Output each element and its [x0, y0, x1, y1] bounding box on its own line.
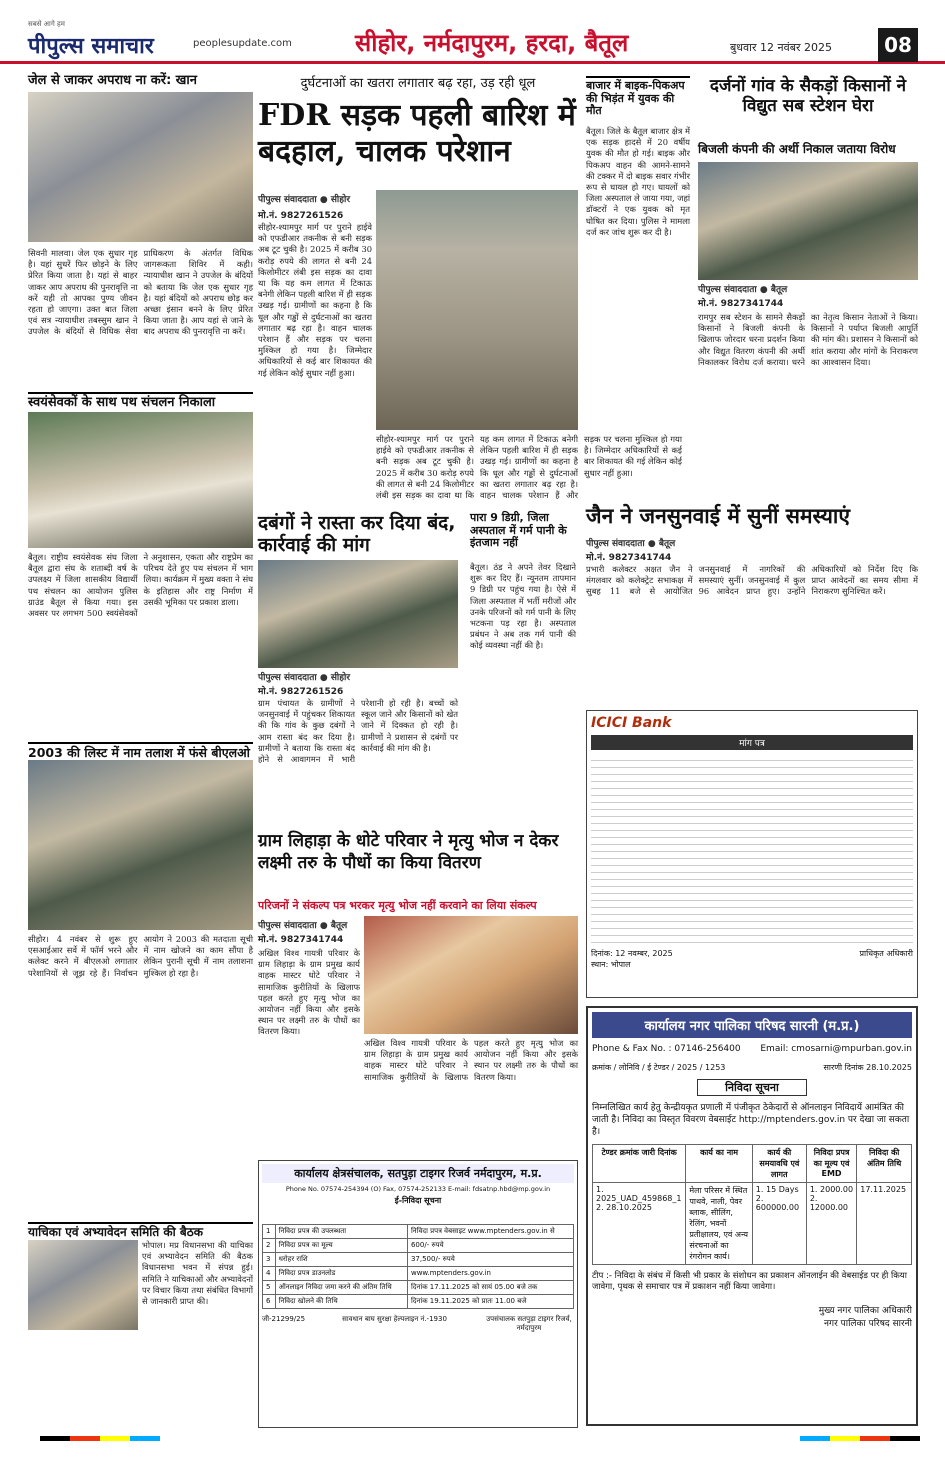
story1-body: सिवनी मालवा। जेल एक सुधार गृह है। यहां सुधरें फिर छोड़ने के लिए प्रेरित किया जाता है। यहां से बाहर जाकर आप अपराध की पुनरावृत्ति ना करें यही तो आपका पुण्य जीवन रहता हो जाएगा। उक्त बात जिला एवं सत्र न्यायाधीश तबस्सुम खान ने उपजेल के बंदियों से विधिक सेवा प्राधिकरण के अंतर्गत विधिक जागरूकता शिविर में कही। न्यायाधीश खान ने उपजेल के बंदियों को बताया कि जेल एक सुधार गृह है। यहां बंदियों को अपराध छोड़ कर अच्छा इंसान बनने के लिए प्रेरित किया जाता है। आप यहां से जाने के बाद अपराध की पुनरावृत्ति ना करें।	[28, 248, 253, 337]
tender1-cell: 37,500/- रुपये	[407, 1253, 573, 1267]
tender2-cell: 1. 2025_UAD_459868_1 2. 28.10.2025	[593, 1183, 686, 1265]
tender2-cell: 1. 2000.00 2. 12000.00	[806, 1183, 856, 1265]
brand-logo: सबसे आगे हम पीपुल्स समाचार	[28, 20, 154, 59]
tender1-row	[263, 1225, 574, 1239]
tender1-code: जी-21299/25	[262, 1315, 306, 1323]
story5-photo	[28, 412, 253, 548]
tender1-cell: धरोहर राशि	[275, 1253, 407, 1267]
story2-photo	[376, 190, 578, 430]
icici-logo: ICICI Bank	[591, 715, 672, 731]
story2-mobile: मो.नं. 9827261526	[258, 211, 344, 221]
tender2-cell: 1. 15 Days 2. 600000.00	[752, 1183, 806, 1265]
tender1-cell: www.mptenders.gov.in	[407, 1267, 573, 1281]
story1-photo	[28, 92, 253, 242]
tender2-title: निविदा सूचना	[697, 1079, 807, 1096]
icici-notice	[586, 710, 918, 998]
story8-body: प्रभारी कलेक्टर अक्षत जैन ने मंगलवार को कलेक्ट्रेट सभाकक्ष में सुबह 11 बजे से आयोजित जनसुनवाई में नागरिकों की समस्याएं सुनीं। जनसुनवाई में कुल 96 आवेदन प्राप्त हुए। उन्होंने अधिकारियों को निर्देश दिए कि प्राप्त आवेदनों का समय सीमा में निराकरण सुनिश्चित करें।	[586, 564, 918, 597]
story6-byline: पीपुल्स संवाददाता ● सीहोर	[258, 673, 351, 683]
story10-body-cont	[364, 1038, 578, 1156]
story2-headline: FDR सड़क पहली बारिश में बदहाल, चालक परेशान	[258, 98, 576, 169]
story8-headline: जैन ने जनसुनवाई में सुनीं समस्याएं	[586, 504, 850, 528]
tender1-table	[262, 1224, 574, 1309]
tender1-cell: 1	[263, 1225, 276, 1239]
story10-body: अखिल विश्व गायत्री परिवार के ग्राम लिहाड़ा के ग्राम प्रमुख कार्य वाहक मास्टर धोटे परिवार ने सामाजिक कुरीतियों के खिलाफ पहल करते हुए मृत्यु भोज का आयोजन नहीं किया और इसके स्थान पर लक्ष्मी तरु के पौधों का वितरण किया।	[258, 948, 360, 1037]
story9-photo	[28, 760, 253, 930]
story7-body: बैतूल। ठंड ने अपने तेवर दिखाने शुरू कर दिए हैं। न्यूनतम तापमान 9 डिग्री पर पहुंच गया है। ऐसे में जिला अस्पताल में भर्ती मरीजों और उनके परिजनों को गर्म पानी के लिए भटकना पड़ रहा है। अस्पताल प्रबंधन ने अब तक गर्म पानी की कोई व्यवस्था नहीं की है।	[470, 562, 576, 651]
story3-body: बैतूल। जिले के बैतूल बाजार क्षेत्र में एक सड़क हादसे में 20 वर्षीय युवक की मौत हो गई। बाइक और पिकअप वाहन की आमने-सामने की टक्कर में दो बाइक सवार गंभीर रूप से घायल हो गए। घायलों को जिला अस्पताल ले जाया गया, जहां डॉक्टरों ने एक युवक को मृत घोषित कर दिया। पुलिस ने मामला दर्ज कर जांच शुरू कर दी है।	[586, 126, 690, 237]
tender1-cell: निविदा प्रपत्र की उपलब्धता	[275, 1225, 407, 1239]
tender1-cell: निविदा प्रपत्र वेबसाइट www.mptenders.gov.in से	[407, 1225, 573, 1239]
story6-headline: दबंगों ने रास्ता कर दिया बंद, कार्रवाई की मांग	[258, 512, 456, 556]
story5-headline: स्वयंसेवकों के साथ पथ संचलन निकाला	[28, 392, 253, 411]
story4-body-right	[832, 282, 918, 312]
tender1-cell: निविदा प्रपत्र डाउनलोड	[275, 1267, 407, 1281]
story2-kicker: दुर्घटनाओं का खतरा लगातार बढ़ रहा, उड़ रही धूल	[300, 76, 536, 91]
icici-date: दिनांक: 12 नवम्बर, 2025	[591, 949, 673, 958]
tender1-cell: 3	[263, 1253, 276, 1267]
tender2-refdate: सारणी दिनांक 28.10.2025	[823, 1063, 912, 1072]
story9-body: सीहोर। 4 नवंबर से शुरू हुए एसआईआर सर्वे में फॉर्म भरने और कलेक्ट करने में बीएलओ लगातार परेशानियों से जूझ रहे हैं। निर्वाचन आयोग ने 2003 की मतदाता सूची में नाम खोजने का काम सौंपा है लेकिन पुरानी सूची में नाम तलाशना मुश्किल हो रहा है।	[28, 934, 253, 978]
story4-headline: दर्जनों गांव के सैकड़ों किसानों ने विद्युत सब स्टेशन घेरा	[709, 76, 907, 116]
story7-headline: पारा 9 डिग्री, जिला अस्पताल में गर्म पानी के इंतजाम नहीं	[470, 511, 567, 550]
tender1-cell: 4	[263, 1267, 276, 1281]
tender2-header: निविदा की अंतिम तिथि	[857, 1145, 912, 1183]
tender2-cell: मेला परिसर में स्थित पाथवे, नाली, पेवर ब्लाक, सीलिंग, रेलिंग, भवनों प्रतीक्षालय, एवं अन्य संरचनाओं का रंगरोगन कार्य।	[686, 1183, 752, 1265]
issue-date: बुधवार 12 नवंबर 2025	[730, 41, 832, 54]
story2-byline: पीपुल्स संवाददाता ● सीहोर	[258, 195, 351, 205]
tender1-cell: निविदा प्रपत्र का मूल्य	[275, 1239, 407, 1253]
registration-strip	[0, 1430, 945, 1457]
masthead	[0, 0, 945, 64]
tender2-intro: निम्नलिखित कार्य हेतु केन्द्रीयकृत प्रणाली में पंजीकृत ठेकेदारों से ऑनलाइन निविदायें आमंत्रित की जाती है। निविदा का विस्तृत विवरण वेबसाईट http://mptenders.gov.in पर देखा जा सकता है।	[592, 1103, 910, 1137]
story2-body-text: सीहोर-श्यामपुर मार्ग पर पुराने हाईवे को एफडीआर तकनीक से बनी सड़क अब टूट चुकी है। 2025 में करीब 30 करोड़ रुपये की लागत से बनी 24 किलोमीटर लंबी इस सड़क का दावा था कि यह कम लागत में टिकाऊ बनेगी लेकिन पहली बारिश में ही सड़क उखड़ गई। ग्रामीणों का कहना है कि धूल और गड्ढों से दुर्घटनाओं का खतरा लगातार बढ़ रहा है। वाहन चालक परेशान हैं और सड़क पर चलना मुश्किल हो गया है। जिम्मेदार अधिकारियों से कई बार शिकायत की गई लेकिन कोई सुधार नहीं हुआ।	[376, 434, 682, 501]
story11-photo	[28, 1240, 138, 1330]
story10-photo	[364, 916, 578, 1034]
icici-text	[591, 754, 913, 944]
story5-body: बैतूल। राष्ट्रीय स्वयंसेवक संघ जिला बैतूल द्वारा संघ के शताब्दी वर्ष के उपलक्ष्य में जिला शासकीय विद्यार्थी पथ संचलन का आयोजन पुलिस ग्राउंड बैतूल से किया गया। इस अवसर पर लगभग 500 स्वयंसेवकों ने अनुशासन, एकता और राष्ट्रप्रेम का परिचय देते हुए पथ संचलन में भाग लिया। कार्यक्रम में मुख्य वक्ता ने संघ के इतिहास और राष्ट्र निर्माण में उसकी भूमिका पर प्रकाश डाला।	[28, 552, 253, 619]
tender2-phone: Phone & Fax No. : 07146-256400	[592, 1044, 741, 1054]
tender1-cell: 600/- रुपये	[407, 1239, 573, 1253]
tender2-header: कार्य की समयावधि एवं लागत	[752, 1145, 806, 1183]
region-title: सीहोर, नर्मदापुरम, हरदा, बैतूल	[355, 29, 629, 57]
story10-byline: पीपुल्स संवाददाता ● बैतूल	[258, 921, 348, 931]
tender1-notice: ई-निविदा सूचना	[394, 1196, 442, 1205]
tender1-cell: ऑनलाइन निविदा जमा करने की अंतिम तिथि	[275, 1281, 407, 1295]
story11-body: भोपाल। मप्र विधानसभा की याचिका एवं अभ्यावेदन समिति की बैठक विधानसभा भवन में संपन्न हुई। समिति ने याचिकाओं और अभ्यावेदनों पर विचार किया तथा संबंधित विभागों से जानकारी प्राप्त की।	[142, 1240, 253, 1307]
tender1-cell: दिनांक 17.11.2025 को सायं 05.00 बजे तक	[407, 1281, 573, 1295]
tender1-ad	[258, 1160, 578, 1428]
story6-photo	[258, 560, 458, 668]
tender1-cell: निविदा खोलने की तिथि	[275, 1295, 407, 1309]
icici-place: स्थान: भोपाल	[591, 960, 631, 969]
tender2-sign2: नगर पालिका परिषद सारनी	[824, 1319, 912, 1329]
tender1-row	[263, 1295, 574, 1309]
story8-byline: पीपुल्स संवाददाता ● बैतूल	[586, 539, 676, 549]
tender2-office: कार्यालय नगर पालिका परिषद सारनी (म.प्र.)	[592, 1012, 912, 1038]
tender2-header: निविदा प्रपत्र का मूल्य एवं EMD	[806, 1145, 856, 1183]
tender1-cell: दिनांक 19.11.2025 को प्रातः 11.00 बजे	[407, 1295, 573, 1309]
story11-headline: याचिका एवं अभ्यावेदन समिति की बैठक	[28, 1222, 253, 1240]
tender1-row	[263, 1239, 574, 1253]
tender1-row	[263, 1281, 574, 1295]
story6-body: ग्राम पंचायत के ग्रामीणों ने जनसुनवाई में पहुंचकर शिकायत की कि गांव के कुछ दबंगों ने आम रास्ता बंद कर दिया है। ग्रामीणों ने बताया कि रास्ता बंद होने से आवागमन में भारी परेशानी हो रही है। बच्चों को स्कूल जाने और किसानों को खेत जाने में दिक्कत हो रही है। ग्रामीणों ने प्रशासन से दबंगों पर कार्रवाई की मांग की है।	[258, 698, 458, 765]
icici-signature: प्राधिकृत अधिकारी	[859, 949, 913, 958]
tender1-cell: 5	[263, 1281, 276, 1295]
tender1-cell: 6	[263, 1295, 276, 1309]
story6-mobile: मो.नं. 9827261526	[258, 687, 344, 697]
tender1-helpline: सावधान बाघ सुरक्षा हेल्पलाइन नं.-1930	[342, 1315, 447, 1323]
story4-mobile: मो.नं. 9827341744	[698, 299, 784, 309]
story3-headline: बाजार में बाइक-पिकअप की भिड़ंत में युवक की मौत	[586, 76, 690, 118]
story4-photo	[698, 162, 918, 280]
icici-title: मांग पत्र	[591, 735, 913, 750]
story10-subhead: परिजनों ने संकल्प पत्र भरकर मृत्यु भोज नहीं करवाने का लिया संकल्प	[258, 899, 537, 912]
site-url: peoplesupdate.com	[193, 38, 292, 49]
story4-body: रामपुर सब स्टेशन के सामने सैकड़ों किसानों ने बिजली कंपनी के खिलाफ जोरदार धरना प्रदर्शन किया और विद्युत वितरण कंपनी की अर्थी निकालकर विरोध दर्ज कराया। धरने का नेतृत्व किसान नेताओं ने किया। किसानों ने पर्याप्त बिजली आपूर्ति की मांग की। प्रशासन ने किसानों को शांत कराया और मांगों के निराकरण का आश्वासन दिया।	[698, 312, 918, 367]
tender2-cell: 17.11.2025	[857, 1183, 912, 1265]
tender1-row	[263, 1253, 574, 1267]
tender1-sign: उपसंचालक सतपुड़ा टाइगर रिजर्व, नर्मदापुरम	[486, 1315, 572, 1332]
story4-byline: पीपुल्स संवाददाता ● बैतूल	[698, 285, 788, 295]
story8-mobile: मो.नं. 9827341744	[586, 553, 672, 563]
page-number: 08	[878, 28, 918, 62]
tender2-table	[592, 1144, 912, 1265]
tender2-ref: क्रमांक / लोनिवि / ई टेण्डर / 2025 / 1253	[592, 1063, 726, 1072]
tender1-cell: 2	[263, 1239, 276, 1253]
tender2-sign1: मुख्य नगर पालिका अधिकारी	[818, 1306, 912, 1316]
tender2-email: Email: cmosarni@mpurban.gov.in	[760, 1044, 912, 1054]
story2-body: सीहोर-श्यामपुर मार्ग पर पुराने हाईवे को एफडीआर तकनीक से बनी सड़क अब टूट चुकी है। 2025 में करीब 30 करोड़ रुपये की लागत से बनी 24 किलोमीटर लंबी इस सड़क का दावा था कि यह कम लागत में टिकाऊ बनेगी लेकिन पहली बारिश में ही सड़क उखड़ गई। ग्रामीणों का कहना है कि धूल और गड्ढों से दुर्घटनाओं का खतरा लगातार बढ़ रहा है। वाहन चालक परेशान हैं और सड़क पर चलना मुश्किल हो गया है। जिम्मेदार अधिकारियों से कई बार शिकायत की गई लेकिन कोई सुधार नहीं हुआ।	[258, 222, 372, 378]
story4-subhead: बिजली कंपनी की अर्थी निकाल जताया विरोध	[698, 142, 896, 156]
tender2-header: कार्य का नाम	[686, 1145, 752, 1183]
tender2-header: टेण्डर क्रमांक जारी दिनांक	[593, 1145, 686, 1183]
story10-mobile: मो.नं. 9827341744	[258, 935, 344, 945]
story10-headline: ग्राम लिहाड़ा के धोटे परिवार ने मृत्यु भोज न देकर लक्ष्मी तरु के पौधों का किया वितरण	[258, 831, 559, 873]
story2-body-cont	[376, 434, 682, 502]
story1-headline: जेल से जाकर अपराध ना करें: खान	[28, 73, 198, 88]
tender1-phone: Phone No. 07574-254394 (O) Fax, 07574-252133 E-mail: fdsatnp.hbd@mp.gov.in	[285, 1185, 551, 1193]
tender1-office: कार्यालय क्षेत्रसंचालक, सतपुड़ा टाइगर रिजर्व नर्मदापुरम, म.प्र.	[262, 1164, 574, 1183]
tender2-note: टीप :- निविदा के संबंध में किसी भी प्रकार के संशोधन का प्रकाशन ऑनलाईन की वेबसाईड पर ही किया जावेगा, पृथक से समाचार पत्र में प्रकाशन नहीं किया जावेगा।	[592, 1271, 907, 1292]
tender1-row	[263, 1267, 574, 1281]
story9-headline: 2003 की लिस्ट में नाम तलाश में फंसे बीएलओ	[28, 742, 253, 760]
tender2-ad	[586, 1006, 918, 1426]
story10-body-text: अखिल विश्व गायत्री परिवार के ग्राम लिहाड़ा के ग्राम प्रमुख कार्य वाहक मास्टर धोटे परिवार ने सामाजिक कुरीतियों के खिलाफ पहल करते हुए मृत्यु भोज का आयोजन नहीं किया और इसके स्थान पर लक्ष्मी तरु के पौधों का वितरण किया।	[364, 1038, 578, 1082]
